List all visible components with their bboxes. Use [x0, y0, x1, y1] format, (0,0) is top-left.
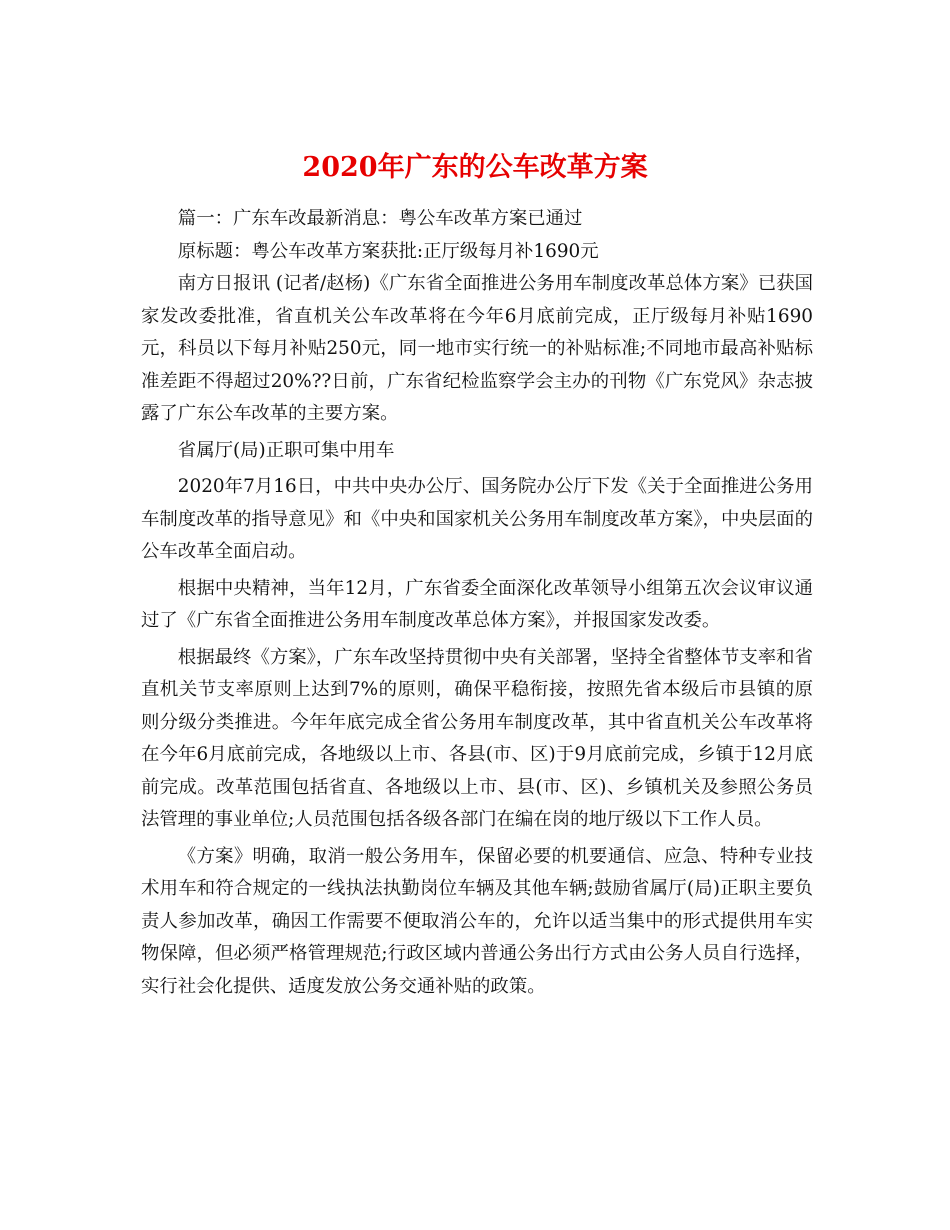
body-paragraph: 南方日报讯 (记者/赵杨)《广东省全面推进公务用车制度改革总体方案》已获国家发改委批准，省直机关公车改革将在今年6月底前完成，正厅级每月补贴1690元，科员以下每月补贴250元，同一地市实行统一的补贴标准;不同地市最高补贴标准差距不得超过20%??日前，广东省纪检监察学会主办的刊物《广东党风》杂志披露了广东公车改革的主要方案。 [141, 273, 813, 424]
section-heading: 篇一：广东车改最新消息：粤公车改革方案已通过 [177, 208, 583, 229]
document-body [141, 203, 813, 1003]
body-paragraph: 《方案》明确，取消一般公务用车，保留必要的机要通信、应急、特种专业技术用车和符合规定的一线执法执勤岗位车辆及其他车辆;鼓励省属厅(局)正职主要负责人参加改革，确因工作需要不便取消公车的，允许以适当集中的形式提供用车实物保障，但必须严格管理规范;行政区域内普通公务出行方式由公务人员自行选择，实行社会化提供、适度发放公务交通补贴的政策。 [141, 845, 813, 997]
subheading: 省属厅(局)正职可集中用车 [177, 439, 395, 461]
document-title: 2020年广东的公车改革方案 [302, 152, 648, 184]
original-title-line: 原标题：粤公车改革方案获批:正厅级每月补1690元 [177, 240, 599, 262]
body-paragraph: 根据中央精神，当年12月，广东省委全面深化改革领导小组第五次会议审议通过了《广东省全面推进公务用车制度改革总体方案》，并报国家发改委。 [141, 577, 813, 631]
body-paragraph: 2020年7月16日，中共中央办公厅、国务院办公厅下发《关于全面推进公务用车制度改革的指导意见》和《中央和国家机关公务用车制度改革方案》，中央层面的公车改革全面启动。 [141, 476, 813, 562]
body-paragraph: 根据最终《方案》，广东车改坚持贯彻中央有关部署，坚持全省整体节支率和省直机关节支率原则上达到7%的原则，确保平稳衔接，按照先省本级后市县镇的原则分级分类推进。今年年底完成全省公务用车制度改革，其中省直机关公车改革将在今年6月底前完成，各地级以上市、各县(市、区)于9月底前完成，乡镇于12月底前完成。改革范围包括省直、各地级以上市、县(市、区)、乡镇机关及参照公务员法管理的事业单位;人员范围包括各级各部门在编在岗的地厅级以下工作人员。 [141, 646, 813, 830]
